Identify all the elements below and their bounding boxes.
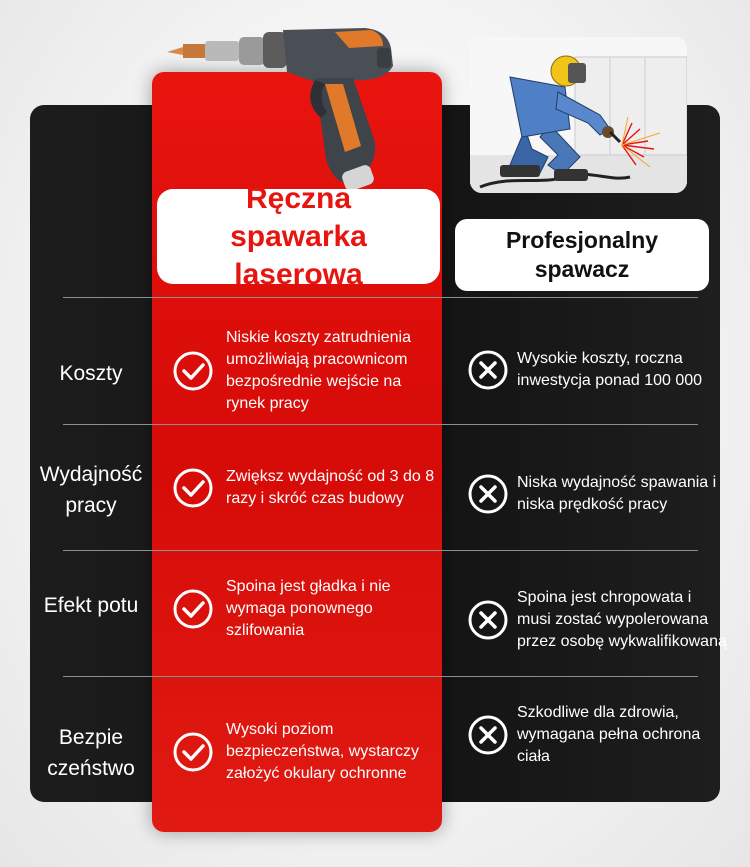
check-circle-icon bbox=[172, 467, 214, 509]
laser-cell-costs bbox=[172, 326, 440, 416]
x-circle-icon bbox=[467, 349, 509, 391]
x-circle-icon bbox=[467, 473, 509, 515]
row-divider bbox=[63, 297, 698, 298]
x-circle-icon bbox=[467, 714, 509, 756]
row-divider bbox=[63, 550, 698, 551]
laser-cell-efficiency bbox=[172, 455, 440, 521]
laser-cell-text: Zwiększ wydajność od 3 do 8 razy i skróć czas budowy bbox=[226, 468, 435, 507]
laser-cell-text: Spoina jest gładka i nie wymaga ponownego szlifowania bbox=[226, 578, 391, 639]
welder-cell-efficiency bbox=[467, 461, 727, 527]
welder-column-title-card bbox=[455, 219, 709, 291]
row-divider bbox=[63, 676, 698, 677]
x-circle-icon bbox=[467, 599, 509, 641]
welder-cell-text: Spoina jest chropowata i musi zostać wypolerowana przez osobę wykwalifikowaną bbox=[517, 589, 727, 650]
laser-column-title: Ręczna spawarka laserowa bbox=[230, 181, 367, 291]
row-label-efficiency: Wydajność pracy bbox=[39, 463, 143, 517]
laser-cell-safety bbox=[172, 707, 440, 797]
laser-cell-text: Niskie koszty zatrudnienia umożliwiają pracownicom bezpośrednie wejście na rynek pracy bbox=[226, 329, 411, 412]
row-divider bbox=[63, 424, 698, 425]
welder-cell-costs bbox=[467, 337, 727, 403]
welder-illustration bbox=[470, 37, 687, 193]
welder-cell-text: Wysokie koszty, roczna inwestycja ponad 100 000 bbox=[517, 350, 703, 389]
check-circle-icon bbox=[172, 588, 214, 630]
laser-cell-text: Wysoki poziom bezpieczeństwa, wystarczy założyć okulary ochronne bbox=[226, 721, 419, 782]
check-circle-icon bbox=[172, 731, 214, 773]
check-circle-icon bbox=[172, 350, 214, 392]
row-label-weld-effect: Efekt potu bbox=[43, 594, 139, 617]
row-label-safety: Bezpie czeństwo bbox=[47, 726, 135, 780]
laser-column-title-card bbox=[157, 181, 440, 291]
welder-column-title: Profesjonalny spawacz bbox=[505, 227, 659, 282]
row-label-costs: Koszty bbox=[59, 362, 123, 385]
welder-cell-text: Szkodliwe dla zdrowia, wymagana pełna ochrona ciała bbox=[517, 704, 701, 765]
laser-cell-weld-effect bbox=[172, 575, 440, 643]
welder-cell-weld-effect bbox=[467, 575, 727, 665]
welder-cell-text: Niska wydajność spawania i niska prędkość pracy bbox=[517, 474, 717, 513]
laser-welding-gun-image bbox=[165, 22, 410, 192]
welder-cell-safety bbox=[467, 700, 727, 770]
